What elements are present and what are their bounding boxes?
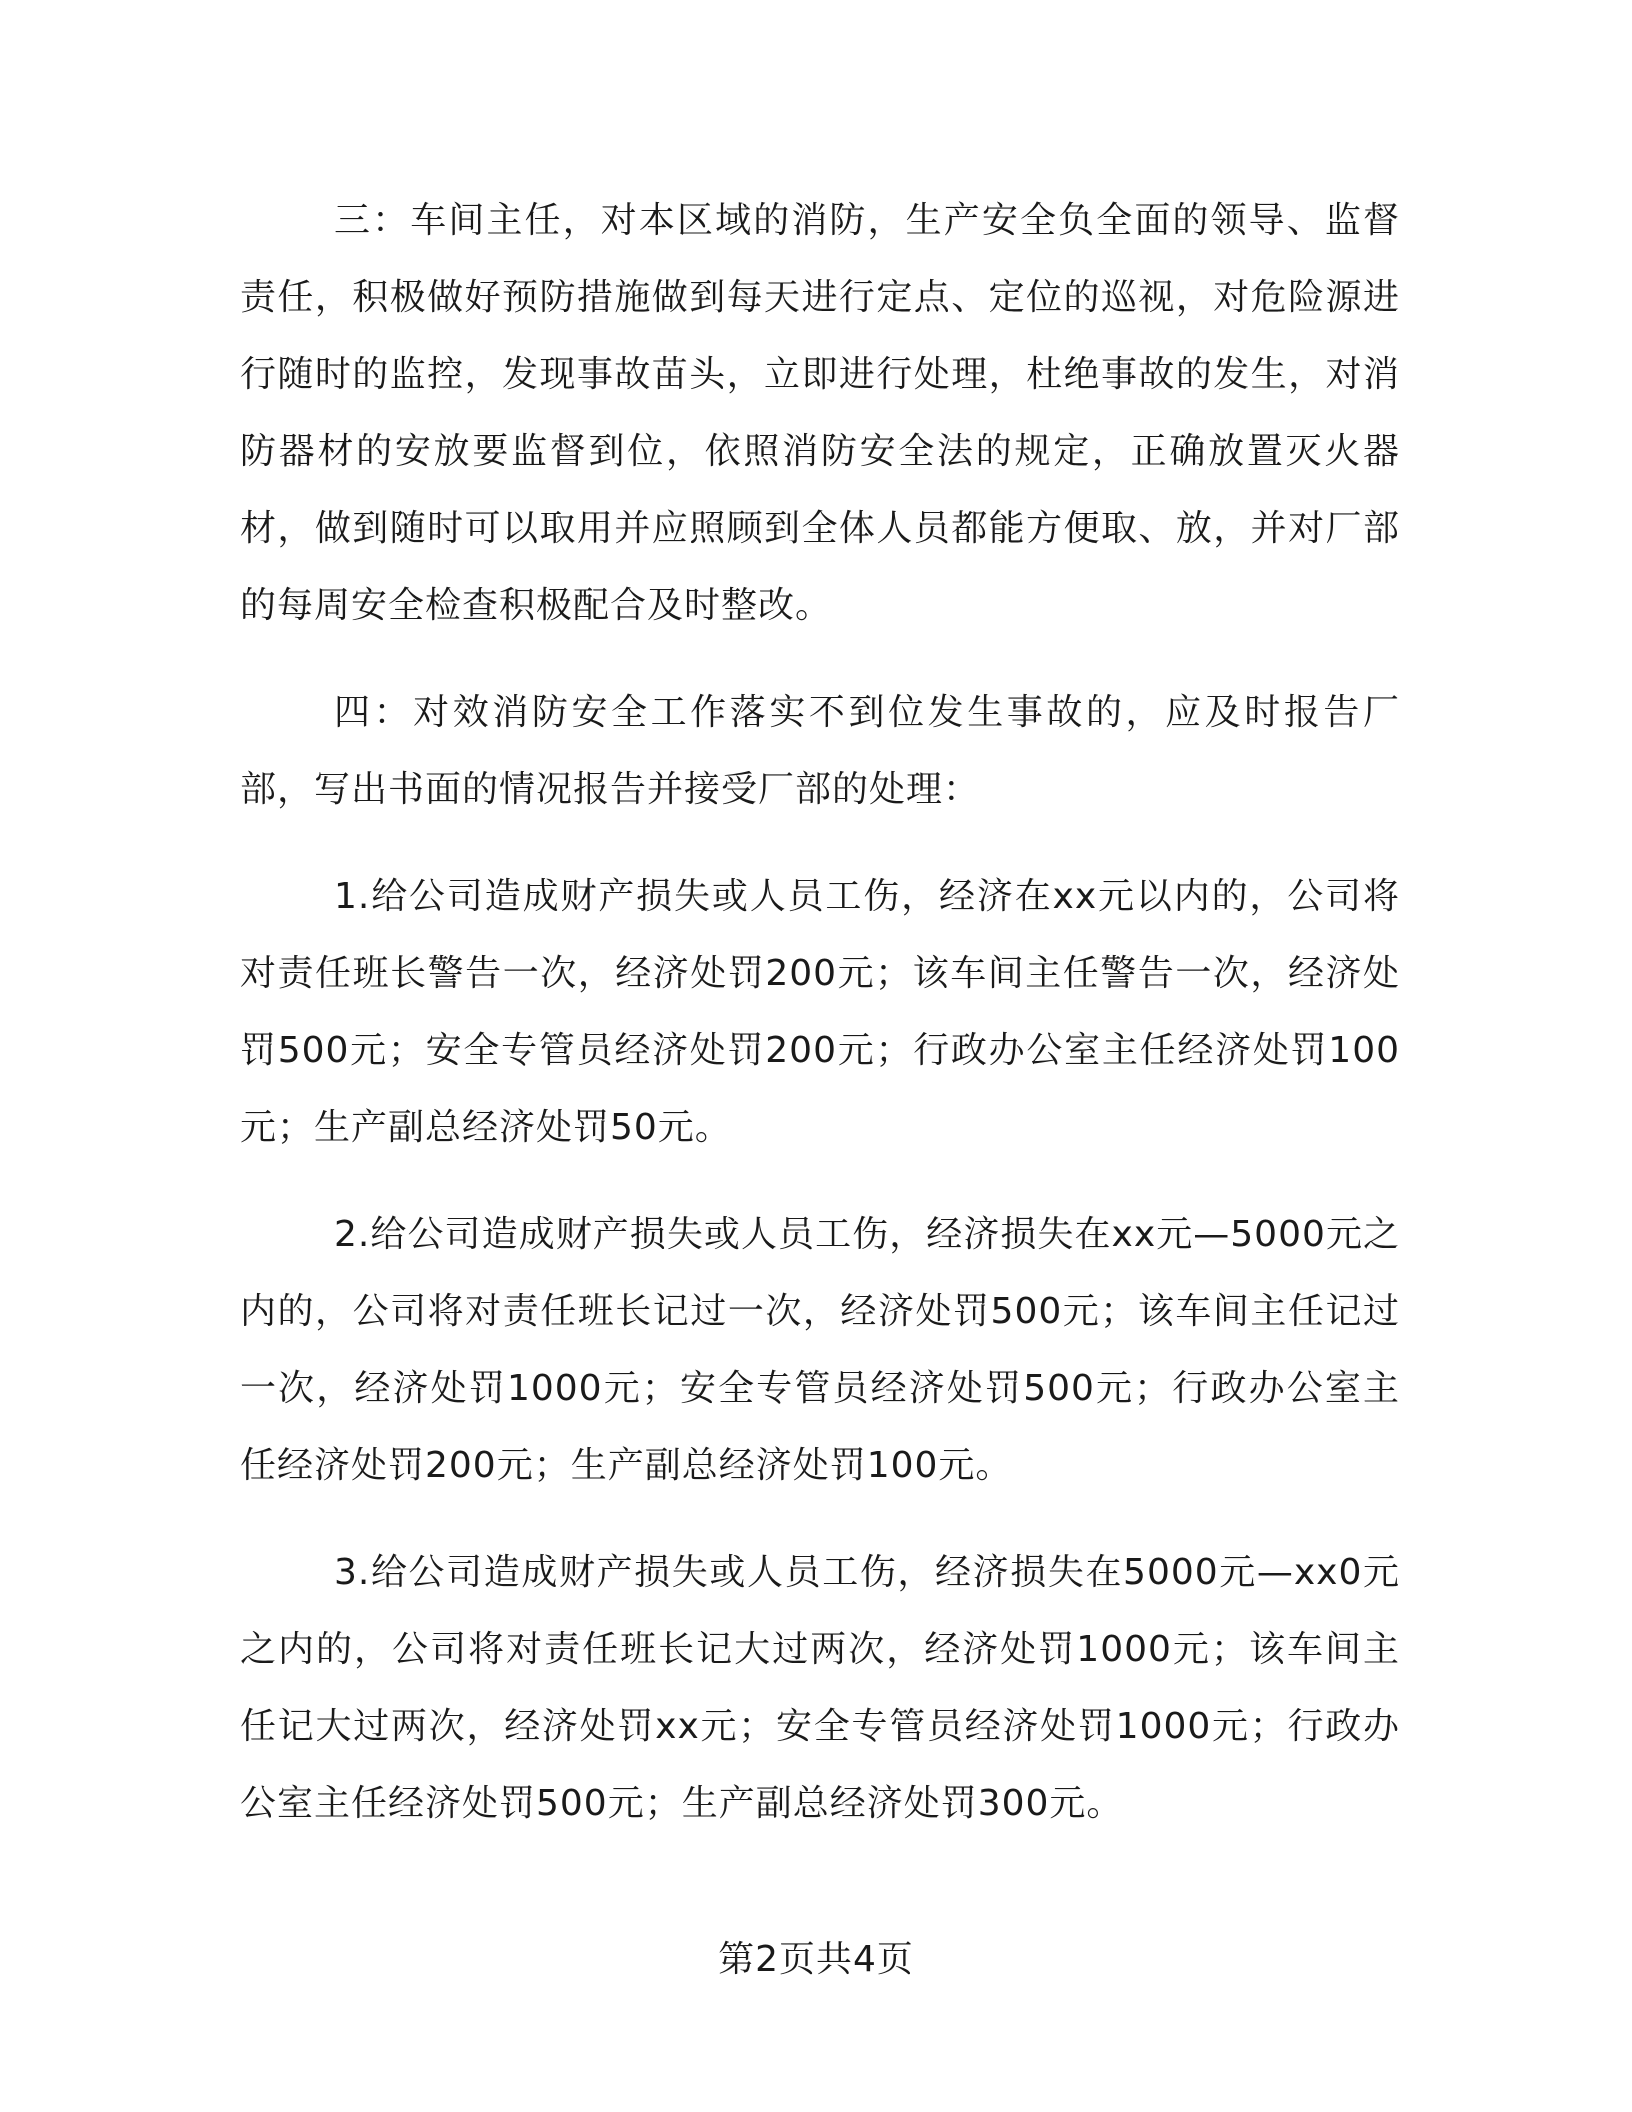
paragraph-item-3: 3.给公司造成财产损失或人员工伤，经济损失在5000元—xx0元之内的，公司将对责任班长记大过两次，经济处罚1000元；该车间主任记大过两次，经济处罚xx元；安全专管员经济处罚1000元；行政办公室主任经济处罚500元；生产副总经济处罚300元。 bbox=[240, 1552, 1400, 1824]
paragraph-item-2: 2.给公司造成财产损失或人员工伤，经济损失在xx元—5000元之内的，公司将对责任班长记过一次，经济处罚500元；该车间主任记过一次，经济处罚1000元；安全专管员经济处罚500元；行政办公室主任经济处罚200元；生产副总经济处罚100元。 bbox=[240, 1214, 1400, 1486]
paragraph-section-four: 四：对效消防安全工作落实不到位发生事故的，应及时报告厂部，写出书面的情况报告并接受厂部的处理： bbox=[240, 692, 1400, 810]
document-body bbox=[240, 182, 1400, 1842]
paragraph-section-three: 三：车间主任，对本区域的消防，生产安全负全面的领导、监督责任，积极做好预防措施做到每天进行定点、定位的巡视，对危险源进行随时的监控，发现事故苗头，立即进行处理，杜绝事故的发生，对消防器材的安放要监督到位，依照消防安全法的规定，正确放置灭火器材，做到随时可以取用并应照顾到全体人员都能方便取、放，并对厂部的每周安全检查积极配合及时整改。 bbox=[240, 200, 1400, 626]
page-number-footer: 第2页共4页 bbox=[718, 1939, 914, 1980]
paragraph-item-1: 1.给公司造成财产损失或人员工伤，经济在xx元以内的，公司将对责任班长警告一次，经济处罚200元；该车间主任警告一次，经济处罚500元；安全专管员经济处罚200元；行政办公室主任经济处罚100元；生产副总经济处罚50元。 bbox=[240, 876, 1400, 1148]
